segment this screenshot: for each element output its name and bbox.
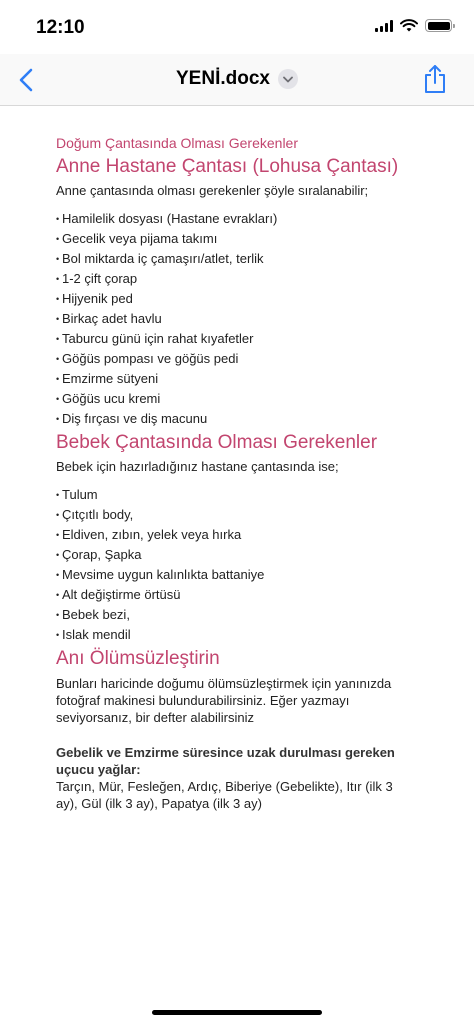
battery-icon xyxy=(425,19,452,32)
home-indicator[interactable] xyxy=(152,1010,322,1015)
list-item: • Islak mendil xyxy=(56,625,416,645)
document-view[interactable] xyxy=(0,107,474,997)
section-intro-baby-bag: Bebek için hazırladığınız hastane çantasında ise; xyxy=(56,459,339,474)
list-item: • Emzirme sütyeni xyxy=(56,369,416,389)
status-time: 12:10 xyxy=(36,17,85,38)
list-item: • Göğüs ucu kremi xyxy=(56,389,416,409)
signal-icon xyxy=(375,19,393,32)
list-item: • Eldiven, zıbın, yelek veya hırka xyxy=(56,525,416,545)
list-item: • Alt değiştirme örtüsü xyxy=(56,585,416,605)
nav-bar xyxy=(0,54,474,106)
list-item: • Tulum xyxy=(56,485,416,505)
title-menu-button[interactable] xyxy=(278,69,298,89)
share-button[interactable] xyxy=(420,62,450,96)
list-item: • Gecelik veya pijama takımı xyxy=(56,229,416,249)
list-item: • Mevsime uygun kalınlıkta battaniye xyxy=(56,565,416,585)
list-item: • Hamilelik dosyası (Hastane evrakları) xyxy=(56,209,416,229)
list-item: • Bebek bezi, xyxy=(56,605,416,625)
section-title-baby-bag: Bebek Çantasında Olması Gerekenler xyxy=(56,432,378,453)
list-item: • Göğüs pompası ve göğüs pedi xyxy=(56,349,416,369)
section-title-mother-bag: Anne Hastane Çantası (Lohusa Çantası) xyxy=(56,156,399,177)
oils-heading: Gebelik ve Emzirme süresince uzak durulması gereken uçucu yağlar: xyxy=(56,745,395,777)
document-content xyxy=(56,134,416,812)
status-bar xyxy=(0,0,474,54)
mother-bag-list xyxy=(56,209,416,429)
list-item: • Birkaç adet havlu xyxy=(56,309,416,329)
section-body-memories: Bunları haricinde doğumu ölümsüzleştirmek için yanınızda fotoğraf makinesi bulundurabilirsiniz. Eğer yazmayı seviyorsanız, bir defter alabilirsiniz xyxy=(56,676,392,725)
chevron-down-icon xyxy=(283,76,293,83)
list-item: • Bol miktarda iç çamaşırı/atlet, terlik xyxy=(56,249,416,269)
document-title: YENİ.docx xyxy=(176,68,270,89)
status-icons xyxy=(375,19,452,32)
list-item: • Çıtçıtlı body, xyxy=(56,505,416,525)
share-icon xyxy=(423,64,447,94)
list-item: • Çorap, Şapka xyxy=(56,545,416,565)
section-intro-mother-bag: Anne çantasında olması gerekenler şöyle sıralanabilir; xyxy=(56,183,369,198)
oils-body: Tarçın, Mür, Fesleğen, Ardıç, Biberiye (Gebelikte), Itır (ilk 3 ay), Gül (ilk 3 ay), Papatya (ilk 3 ay) xyxy=(56,779,393,811)
list-item: • 1-2 çift çorap xyxy=(56,269,416,289)
section-title-memories: Anı Ölümsüzleştirin xyxy=(56,648,220,669)
list-item: • Taburcu günü için rahat kıyafetler xyxy=(56,329,416,349)
baby-bag-list xyxy=(56,485,416,645)
wifi-icon xyxy=(400,19,418,32)
document-header: Doğum Çantasında Olması Gerekenler xyxy=(56,135,298,151)
list-item: • Hijyenik ped xyxy=(56,289,416,309)
title-wrap xyxy=(0,68,474,90)
list-item: • Diş fırçası ve diş macunu xyxy=(56,409,416,429)
